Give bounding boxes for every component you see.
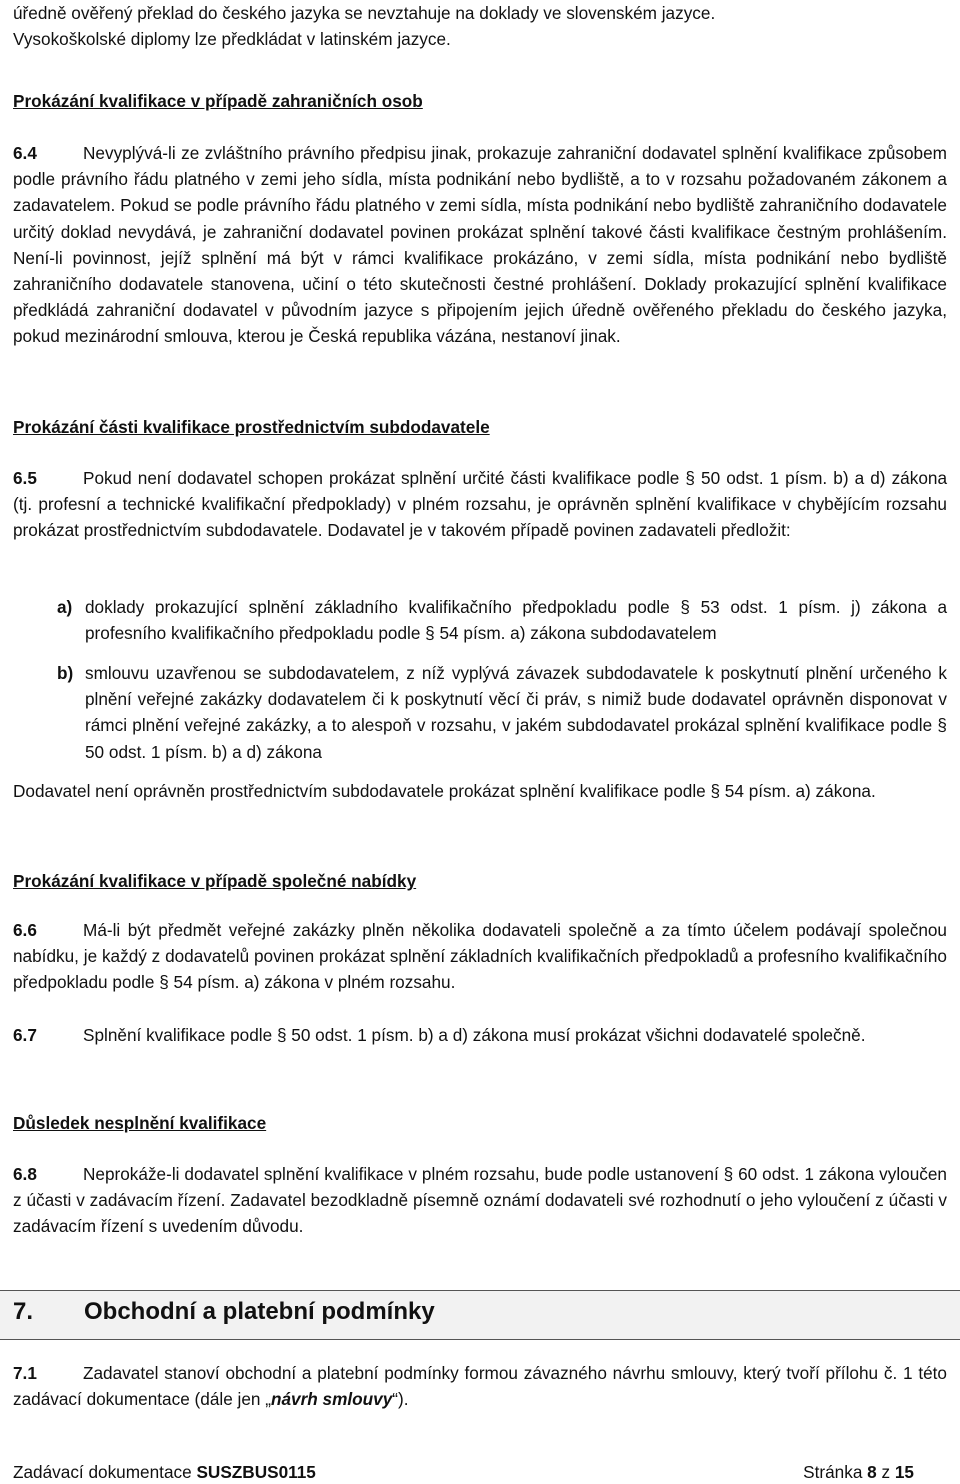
chapter-heading-bar [0,1290,960,1340]
top-line-2: Vysokoškolské diplomy lze předkládat v latinském jazyce. [13,29,451,50]
list-item-a: doklady prokazující splnění základního kvalifikačního předpokladu podle § 53 odst. 1 písm. j) zákona a profesního kvalifikačního předpokladu podle § 54 písm. a) zákona subdodavatelem [85,597,947,644]
heading-consequence: Důsledek nesplnění kvalifikace [13,1113,267,1133]
paragraph-6-5 [13,465,947,544]
paragraph-6-4 [13,140,947,350]
paragraph-7-1-text-after: “). [392,1389,409,1410]
section-number-6-7: 6.7 [13,1025,37,1045]
paragraph-7-1-text-before: Zadavatel stanoví obchodní a platební podmínky formou závazného návrhu smlouvy, který tvoří přílohu č. 1 této zadávací dokumentace (dále jen „ [13,1363,947,1410]
paragraph-6-6-text: Má-li být předmět veřejné zakázky plněn několika dodavateli společně a za tímto účelem podávají společnou nabídku, je každý z dodavatelů povinen prokázat splnění základních kvalifikačních předpokladů a profesního kvalifikačního předpokladu podle § 54 písm. a) zákona v plném rozsahu. [13,920,947,993]
paragraph-6-8 [13,1161,947,1240]
footer-page-total: 15 [894,1462,914,1482]
paragraph-6-7-text: Splnění kvalifikace podle § 50 odst. 1 písm. b) a d) zákona musí prokázat všichni dodavatelé společně. [83,1025,866,1045]
paragraph-6-6 [13,917,947,996]
footer-page-of: z [881,1462,891,1482]
chapter-title: Obchodní a platební podmínky [84,1298,435,1325]
footer-page-current: 8 [867,1462,877,1482]
top-paragraph [13,0,947,52]
heading-joint-bid: Prokázání kvalifikace v případě společné nabídky [13,871,417,891]
section-number-6-4: 6.4 [13,143,37,163]
footer-page-word: Stránka [803,1462,863,1482]
section-number-7-1: 7.1 [13,1363,37,1383]
section-number-6-5: 6.5 [13,468,37,488]
section-number-6-8: 6.8 [13,1164,37,1184]
chapter-number: 7. [13,1298,34,1325]
section-number-6-6: 6.6 [13,920,37,940]
paragraph-7-1 [13,1360,947,1412]
footer-document-prefix: Zadávací dokumentace [13,1462,197,1482]
paragraph-7-1-emphasis: návrh smlouvy [270,1389,393,1410]
paragraph-6-7 [13,1022,947,1048]
heading-subcontractor: Prokázání části kvalifikace prostřednictvím subdodavatele [13,417,490,437]
list-item-b: smlouvu uzavřenou se subdodavatelem, z níž vyplývá závazek subdodavatele k poskytnutí plnění určeného k plnění veřejné zakázky dodavatelem či k poskytnutí věcí či práv, s nimiž bude dodavatel oprávněn disponovat v rámci plnění veřejné zakázky, a to alespoň v rozsahu, v jakém subdodavatel prokázal splnění kvalifikace podle § 50 odst. 1 písm. b) a d) zákona [85,663,947,762]
paragraph-subcontractor-closing: Dodavatel není oprávněn prostřednictvím subdodavatele prokázat splnění kvalifikace podle § 54 písm. a) zákona. [13,781,876,801]
list-label-a: a) [57,597,73,617]
paragraph-6-4-text: Nevyplývá-li ze zvláštního právního předpisu jinak, prokazuje zahraniční dodavatel splnění kvalifikace způsobem podle právního řádu platného v zemi jeho sídla, místa podnikání nebo bydliště, a to v rozsahu požadovaném zákonem a zadavatelem. Pokud se podle právního řádu platného v zemi sídla, místa podnikání nebo bydliště zahraničního dodavatele určitý doklad nevydává, je zahraniční dodavatel povinen prokázat splnění takové části kvalifikace čestným prohlášením. Není-li povinnost, jejíž splnění má být v rámci kvalifikace prokázáno, v zemi sídla, místa podnikání nebo bydliště zahraničního dodavatele stanovena, učiní o této skutečnosti čestné prohlášení. Doklady prokazující splnění kvalifikace předkládá zahraniční dodavatel v původním jazyce s připojením jejich úředně ověřeného překladu do českého jazyka, pokud mezinárodní smlouva, kterou je Česká republika vázána, nestanoví jinak. [13,143,947,347]
paragraph-6-8-text: Neprokáže-li dodavatel splnění kvalifikace v plném rozsahu, bude podle ustanovení § 60 odst. 1 zákona vyloučen z účasti v zadávacím řízení. Zadavatel bezodkladně písemně oznámí dodavateli své rozhodnutí o jeho vyloučení z účasti v zadávacím řízení s uvedením důvodu. [13,1164,947,1237]
footer-document-name [13,1460,316,1484]
list-label-b: b) [57,663,74,683]
footer-page-number [803,1460,914,1484]
paragraph-6-5-text: Pokud není dodavatel schopen prokázat splnění určité části kvalifikace podle § 50 odst. 1 písm. b) a d) zákona (tj. profesní a technické kvalifikační předpoklady) v plném rozsahu, je oprávněn splnění kvalifikace v chybějícím rozsahu prokázat prostřednictvím subdodavatele. Dodavatel je v takovém případě povinen zadavateli předložit: [13,468,947,541]
top-line-1: úředně ověřený překlad do českého jazyka se nevztahuje na doklady ve slovenském jazyce. [13,3,716,23]
footer-document-code: SUSZBUS0115 [196,1462,316,1482]
heading-foreign-persons: Prokázání kvalifikace v případě zahraničních osob [13,91,423,111]
